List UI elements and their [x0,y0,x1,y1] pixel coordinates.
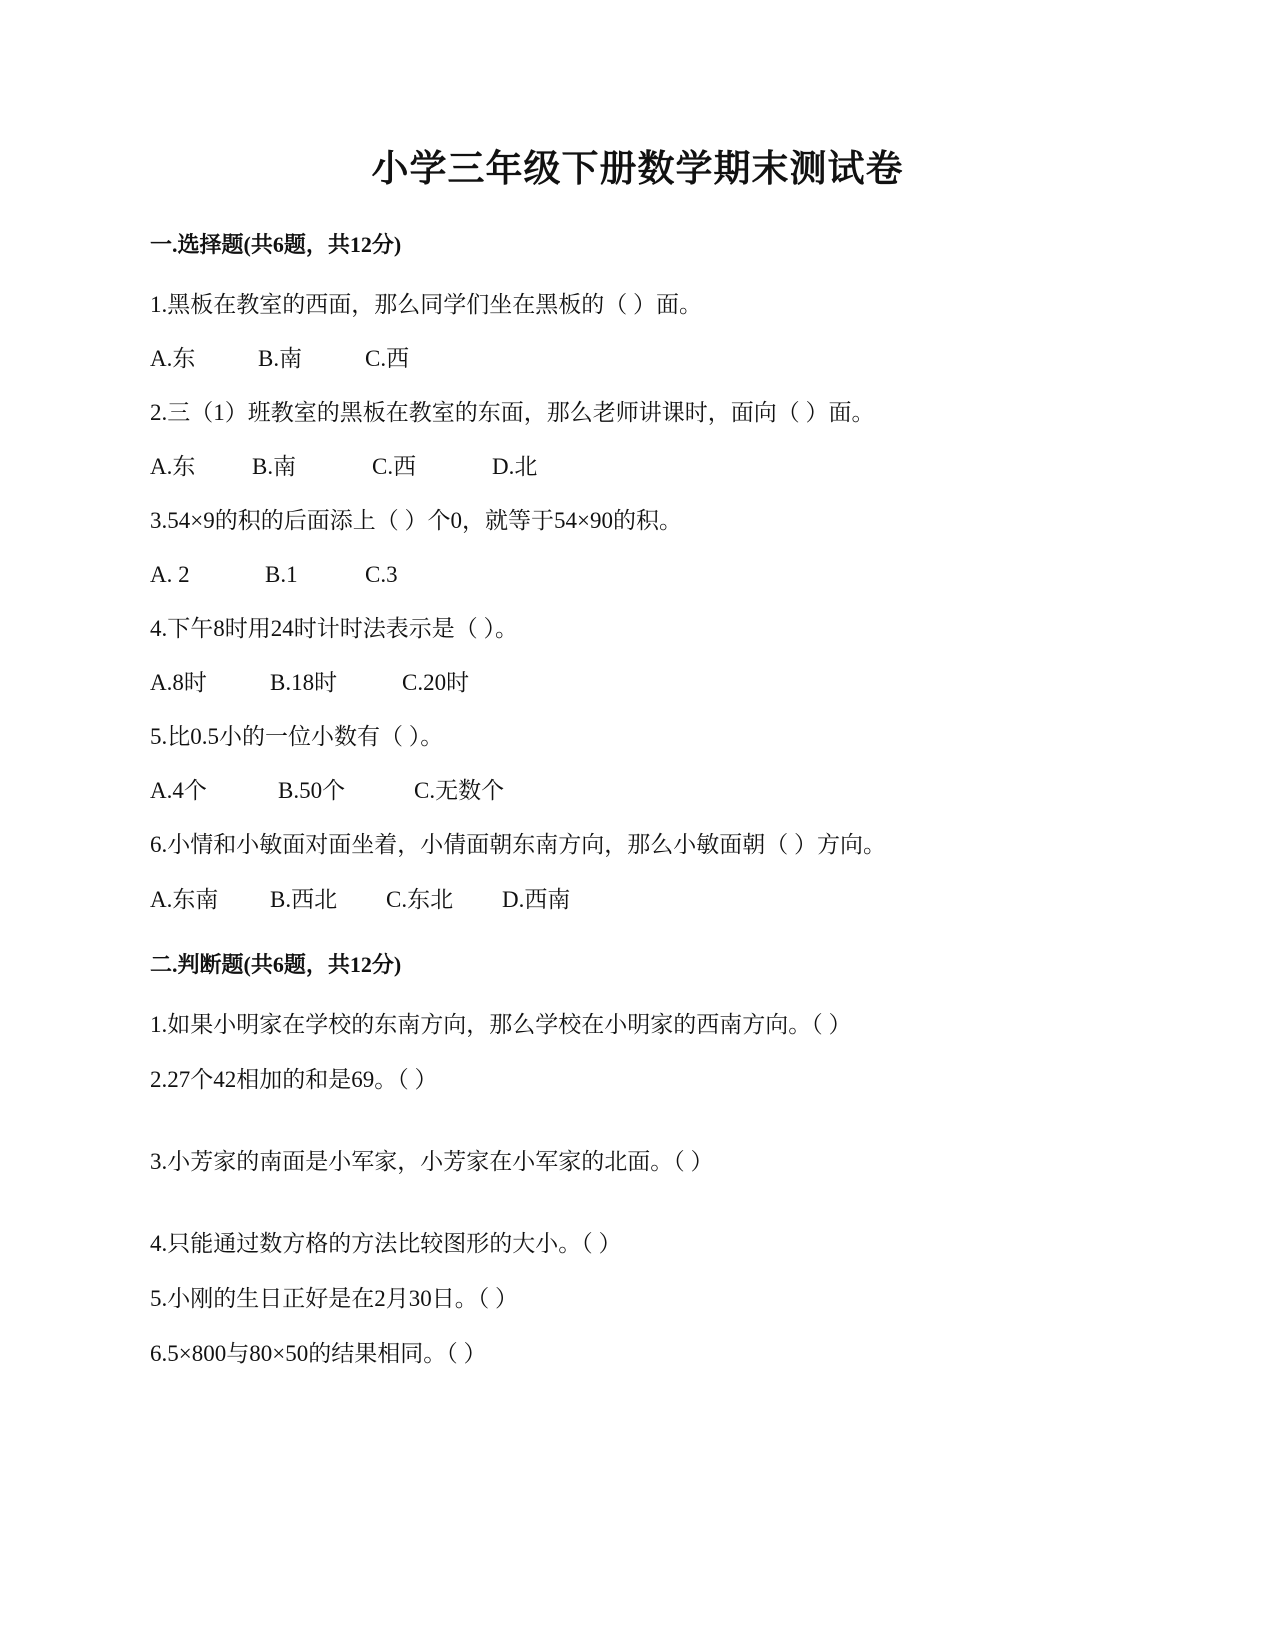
option-c: C.西 [365,346,410,371]
option-c: C.无数个 [414,778,505,803]
section-heading-judgment: 二.判断题(共6题，共12分) [150,952,402,977]
option-c: C.东北 [386,887,454,912]
question-text: 1.如果小明家在学校的东南方向，那么学校在小明家的西南方向。（ ） [150,1012,852,1037]
question-text: 4.下午8时用24时计时法表示是（ ）。 [150,616,518,641]
question-text: 3.54×9的积的后面添上（ ）个0，就等于54×90的积。 [150,508,682,533]
page-title: 小学三年级下册数学期末测试卷 [371,149,904,190]
question-text: 1.黑板在教室的西面，那么同学们坐在黑板的（ ）面。 [150,292,702,317]
option-b: B.50个 [278,778,346,803]
question-text: 4.只能通过数方格的方法比较图形的大小。（ ） [150,1231,622,1256]
option-b: B.西北 [270,887,338,912]
option-a: A. 2 [150,562,190,587]
section-heading-choice: 一.选择题(共6题，共12分) [150,232,402,257]
option-b: B.南 [252,454,297,479]
question-text: 3.小芳家的南面是小军家，小芳家在小军家的北面。（ ） [150,1149,714,1174]
question-text: 2.三（1）班教室的黑板在教室的东面，那么老师讲课时，面向（ ）面。 [150,400,875,425]
option-a: A.东 [150,454,196,479]
option-a: A.东 [150,346,196,371]
option-c: C.3 [365,562,398,587]
question-text: 5.小刚的生日正好是在2月30日。（ ） [150,1286,518,1311]
option-b: B.18时 [270,670,338,695]
question-text: 2.27个42相加的和是69。（ ） [150,1067,438,1092]
question-text: 6.5×800与80×50的结果相同。（ ） [150,1341,487,1366]
option-b: B.南 [258,346,303,371]
option-b: B.1 [265,562,298,587]
option-c: C.西 [372,454,417,479]
option-a: A.东南 [150,887,219,912]
option-d: D.西南 [502,887,571,912]
question-text: 6.小情和小敏面对面坐着，小倩面朝东南方向，那么小敏面朝（ ）方向。 [150,832,886,857]
option-d: D.北 [492,454,538,479]
option-c: C.20时 [402,670,470,695]
option-a: A.4个 [150,778,207,803]
option-a: A.8时 [150,670,207,695]
question-text: 5.比0.5小的一位小数有（ ）。 [150,724,444,749]
